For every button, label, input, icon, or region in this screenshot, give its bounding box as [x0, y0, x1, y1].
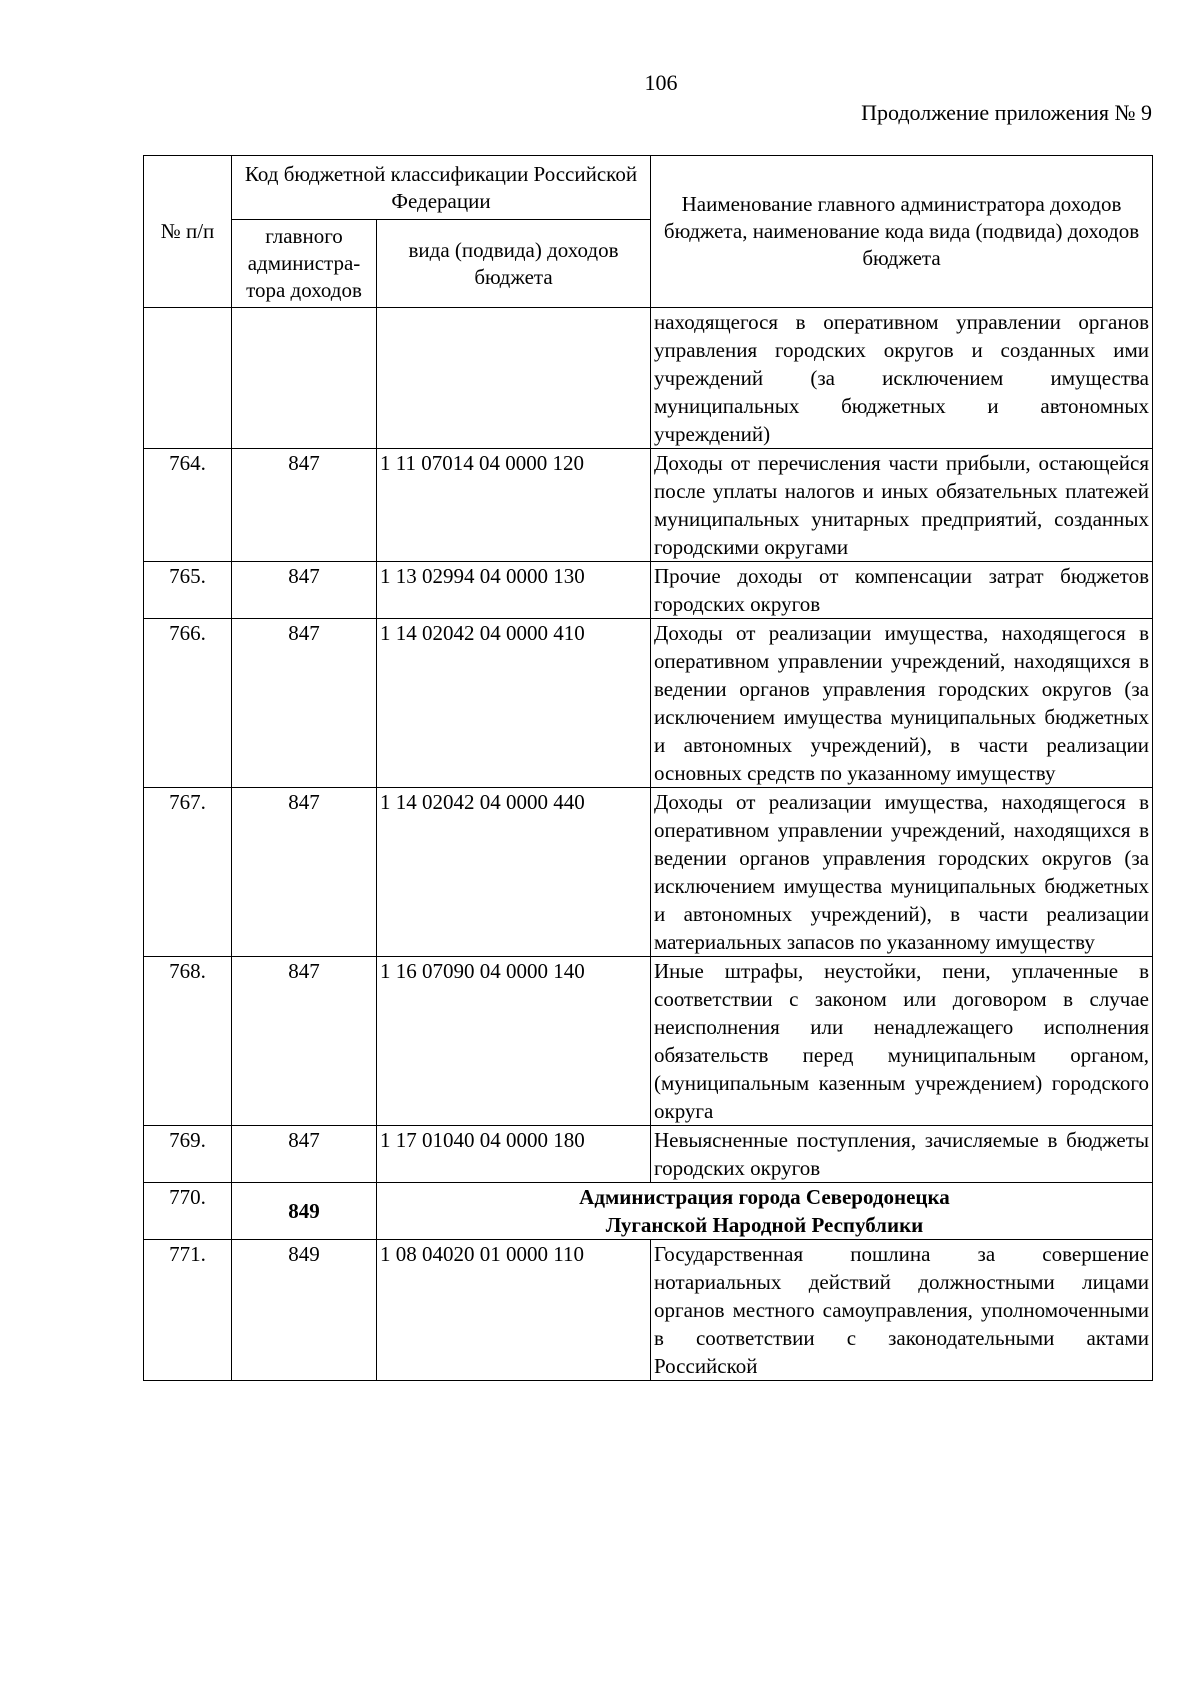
row-income-code	[377, 308, 651, 449]
row-number: 765.	[144, 562, 232, 619]
row-admin-code: 849	[232, 1240, 377, 1381]
header-classification-code: Код бюджетной классификации Российской Федерации	[232, 156, 651, 220]
row-description: Иные штрафы, неустойки, пени, уплаченные в соответствии с законом или договором в случае неисполнения или ненадлежащего исполнения обязательств перед муниципальным органом, (муниципальным казенным учреждением) городского округа	[651, 957, 1153, 1126]
row-income-code: 1 11 07014 04 0000 120	[377, 449, 651, 562]
section-title-line-2: Луганской Народной Республики	[605, 1213, 924, 1237]
row-income-code: 1 14 02042 04 0000 440	[377, 788, 651, 957]
row-description: находящегося в оперативном управлении органов управления городских округов и созданных ими учреждений (за исключением имущества муниципальных бюджетных и автономных учреждений)	[651, 308, 1153, 449]
row-admin-code: 847	[232, 1126, 377, 1183]
row-admin-code: 847	[232, 562, 377, 619]
table-row	[144, 449, 1153, 562]
row-description: Прочие доходы от компенсации затрат бюджетов городских округов	[651, 562, 1153, 619]
table-row	[144, 957, 1153, 1126]
row-number: 771.	[144, 1240, 232, 1381]
row-admin-code	[232, 308, 377, 449]
table-row-section	[144, 1183, 1153, 1240]
table-row	[144, 562, 1153, 619]
row-admin-code: 847	[232, 619, 377, 788]
row-number	[144, 308, 232, 449]
row-income-code: 1 17 01040 04 0000 180	[377, 1126, 651, 1183]
appendix-continuation-label: Продолжение приложения № 9	[861, 100, 1152, 125]
table-row-continuation	[144, 308, 1153, 449]
header-row-number: № п/п	[144, 156, 232, 308]
row-income-code: 1 08 04020 01 0000 110	[377, 1240, 651, 1381]
section-admin-code: 849	[232, 1183, 377, 1240]
row-income-code: 1 14 02042 04 0000 410	[377, 619, 651, 788]
row-number: 764.	[144, 449, 232, 562]
page-number: 106	[644, 70, 678, 95]
row-description: Доходы от реализации имущества, находящегося в оперативном управлении учреждений, находящихся в ведении органов управления городских округов (за исключением имущества муниципальных бюджетных и автономных учреждений), в части реализации материальных запасов по указанному имуществу	[651, 788, 1153, 957]
section-title-line-1: Администрация города Северодонецка	[579, 1185, 950, 1209]
row-description: Государственная пошлина за совершение нотариальных действий должностными лицами органов местного самоуправления, уполномоченными в соответствии с законодательными актами Российской	[651, 1240, 1153, 1381]
budget-classification-table	[143, 155, 1153, 1381]
row-description: Доходы от перечисления части прибыли, остающейся после уплаты налогов и иных обязательных платежей муниципальных унитарных предприятий, созданных городскими округами	[651, 449, 1153, 562]
table-row	[144, 788, 1153, 957]
row-admin-code: 847	[232, 788, 377, 957]
table-row	[144, 1126, 1153, 1183]
row-number: 770.	[144, 1183, 232, 1240]
table-row	[144, 1240, 1153, 1381]
row-number: 766.	[144, 619, 232, 788]
row-income-code: 1 13 02994 04 0000 130	[377, 562, 651, 619]
row-income-code: 1 16 07090 04 0000 140	[377, 957, 651, 1126]
row-description: Невыясненные поступления, зачисляемые в бюджеты городских округов	[651, 1126, 1153, 1183]
row-admin-code: 847	[232, 449, 377, 562]
section-title	[377, 1183, 1153, 1240]
row-number: 768.	[144, 957, 232, 1126]
row-description: Доходы от реализации имущества, находящегося в оперативном управлении учреждений, находящихся в ведении органов управления городских округов (за исключением имущества муниципальных бюджетных и автономных учреждений), в части реализации основных средств по указанному имуществу	[651, 619, 1153, 788]
row-number: 767.	[144, 788, 232, 957]
row-number: 769.	[144, 1126, 232, 1183]
table-row	[144, 619, 1153, 788]
header-admin-code: главного администра-тора доходов	[232, 220, 377, 308]
header-income-code: вида (подвида) доходов бюджета	[377, 220, 651, 308]
row-admin-code: 847	[232, 957, 377, 1126]
header-description: Наименование главного администратора доходов бюджета, наименование кода вида (подвида) доходов бюджета	[651, 156, 1153, 308]
